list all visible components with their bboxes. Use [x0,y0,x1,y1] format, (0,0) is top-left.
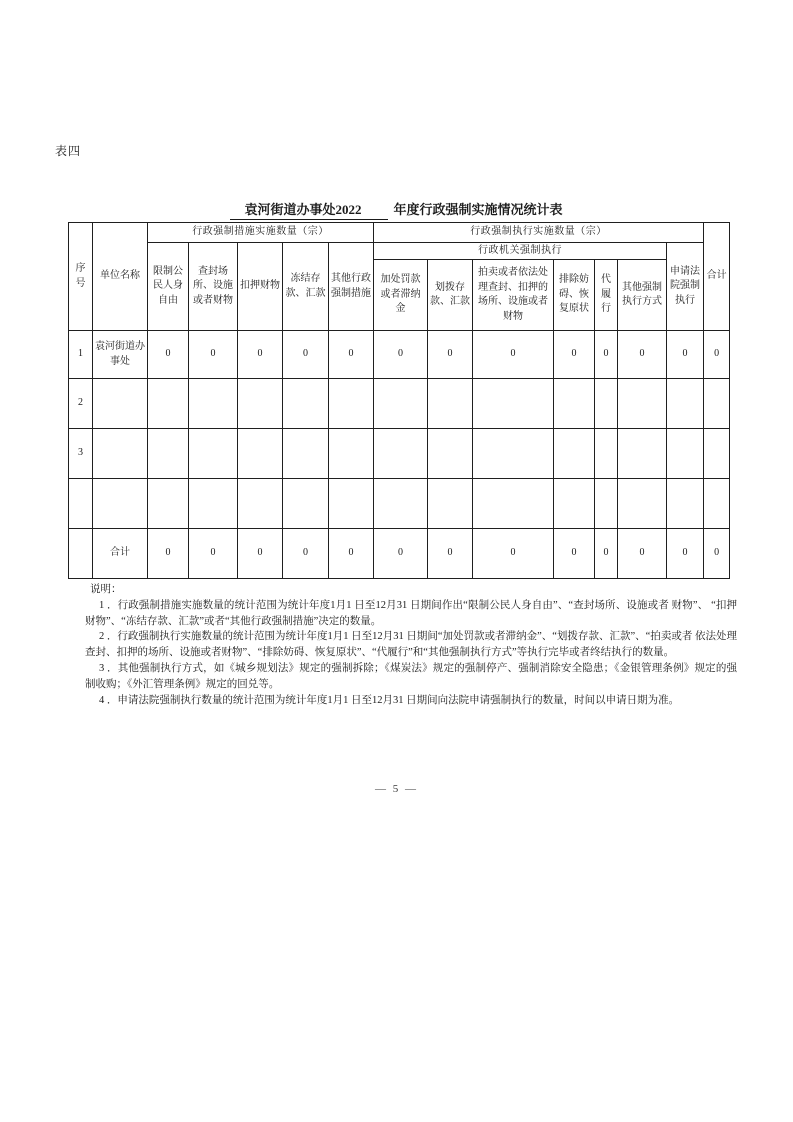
row-serial: 1 [69,331,93,379]
row-cell: 0 [238,331,283,379]
row-cell [595,429,618,479]
row-cell: 0 [473,331,554,379]
total-cell: 0 [704,529,730,579]
total-cell: 0 [618,529,667,579]
row-cell [374,479,428,529]
header-agency-col-auction-property: 拍卖或者依法处理查封、扣押的场所、设施或者财物 [473,260,554,331]
total-cell: 0 [473,529,554,579]
row-serial: 3 [69,429,93,479]
header-agency-col-other-methods: 其他强制执行方式 [618,260,667,331]
header-enforcement-group: 行政强制执行实施数量（宗） [374,223,704,243]
note-item-3: 3 ．其他强制执行方式，如《城乡规划法》规定的强制拆除；《煤炭法》规定的强制停产、强制消除安全隐患；《金银管理条例》规定的强 制收购；《外汇管理条例》规定的回兑等。 [85,662,737,690]
title-rest: 年度行政强制实施情况统计表 [393,202,563,217]
total-cell: 0 [595,529,618,579]
header-agency-col-remove-obstruction: 排除妨碍、恢复原状 [554,260,595,331]
table-row [69,379,730,429]
total-row-label: 合计 [93,529,148,579]
header-unit-name: 单位名称 [93,223,148,331]
header-court-enforcement: 申请法院强制执行 [667,243,704,331]
notes-section [85,582,737,708]
row-cell [189,429,238,479]
row-cell [238,379,283,429]
table-row [69,331,730,379]
header-measure-col-seize-property: 扣押财物 [238,243,283,331]
row-cell [473,429,554,479]
row-unit-name [93,379,148,429]
table-row [69,479,730,529]
row-cell [283,429,329,479]
page-number: — 5 — [375,783,418,795]
row-cell [618,479,667,529]
enforcement-statistics-table [68,222,730,579]
row-cell: 0 [428,331,473,379]
header-measure-col-other-measures: 其他行政强制措施 [329,243,374,331]
row-cell: 0 [554,331,595,379]
table-number-label: 表四 [55,144,82,158]
row-cell [428,379,473,429]
total-cell: 0 [428,529,473,579]
row-cell [618,379,667,429]
row-cell [329,429,374,479]
row-cell [148,379,189,429]
row-cell [595,479,618,529]
row-serial [69,479,93,529]
total-cell: 0 [554,529,595,579]
row-cell [283,479,329,529]
row-cell [148,479,189,529]
row-cell: 0 [329,331,374,379]
row-cell [667,379,704,429]
row-cell [595,379,618,429]
total-cell: 0 [329,529,374,579]
total-cell: 0 [667,529,704,579]
header-agency-col-additional-fines: 加处罚款或者滞纳金 [374,260,428,331]
row-unit-name: 袁河街道办事处 [93,331,148,379]
row-cell [374,429,428,479]
row-cell [238,429,283,479]
header-measure-col-seal-premises: 查封场所、设施或者财物 [189,243,238,331]
row-cell [473,479,554,529]
document-title [0,199,793,220]
row-cell [473,379,554,429]
notes-heading: 说明： [90,584,122,595]
row-cell [667,479,704,529]
row-cell [428,479,473,529]
row-cell: 0 [618,331,667,379]
note-item-4: 4 ．申请法院强制执行数量的统计范围为统计年度1月1 日至12月31 日期间向法院申请强制执行的数量，时间以申请日期为准。 [99,694,680,706]
header-grand-total: 合计 [704,223,730,331]
row-cell: 0 [374,331,428,379]
row-cell [704,479,730,529]
note-item-2: 2 ．行政强制执行实施数量的统计范围为统计年度1月1 日至12月31 日期间“加处罚款或者滞纳金”、“划拨存款、汇款”、“拍卖或者 依法处理查封、扣押的场所、设施或者财物”、“排除妨碍、恢复原状”、“代履行”和“其他强制执行方式”等执行完毕或者终结执行的数量。 [85,631,737,659]
header-measure-col-freeze-deposits: 冻结存款、汇款 [283,243,329,331]
total-row [69,529,730,579]
note-item-1: 1 ．行政强制措施实施数量的统计范围为统计年度1月1 日至12月31 日期间作出“限制公民人身自由”、“查封场所、设施或者 财物”、 “扣押财物”、“冻结存款、汇款”或者“其他行政强制措施”决定的数量。 [85,599,737,627]
row-cell [554,429,595,479]
total-row-serial-empty [69,529,93,579]
header-agency-col-transfer-deposits: 划拨存款、汇款 [428,260,473,331]
title-unit-year-underlined: 袁河街道办事处2022 [230,199,387,220]
row-cell [554,379,595,429]
row-cell [189,479,238,529]
row-cell: 0 [595,331,618,379]
row-cell: 0 [667,331,704,379]
row-cell [329,379,374,429]
total-cell: 0 [238,529,283,579]
row-cell [704,379,730,429]
row-cell [667,429,704,479]
row-cell [428,429,473,479]
row-cell [329,479,374,529]
header-agency-col-substitute-performance: 代履行 [595,260,618,331]
row-cell [618,429,667,479]
header-agency-group: 行政机关强制执行 [374,243,667,260]
row-cell [704,429,730,479]
total-cell: 0 [148,529,189,579]
table-row [69,429,730,479]
row-cell [554,479,595,529]
total-cell: 0 [374,529,428,579]
row-cell: 0 [148,331,189,379]
row-cell [148,429,189,479]
row-cell: 0 [704,331,730,379]
row-unit-name [93,479,148,529]
row-serial: 2 [69,379,93,429]
row-cell [283,379,329,429]
row-cell [374,379,428,429]
header-measures-group: 行政强制措施实施数量（宗） [148,223,374,243]
header-measure-col-restrict-freedom: 限制公民人身自由 [148,243,189,331]
row-cell: 0 [189,331,238,379]
row-unit-name [93,429,148,479]
header-serial: 序号 [69,223,93,331]
row-cell [238,479,283,529]
total-cell: 0 [189,529,238,579]
row-cell: 0 [283,331,329,379]
total-cell: 0 [283,529,329,579]
row-cell [189,379,238,429]
